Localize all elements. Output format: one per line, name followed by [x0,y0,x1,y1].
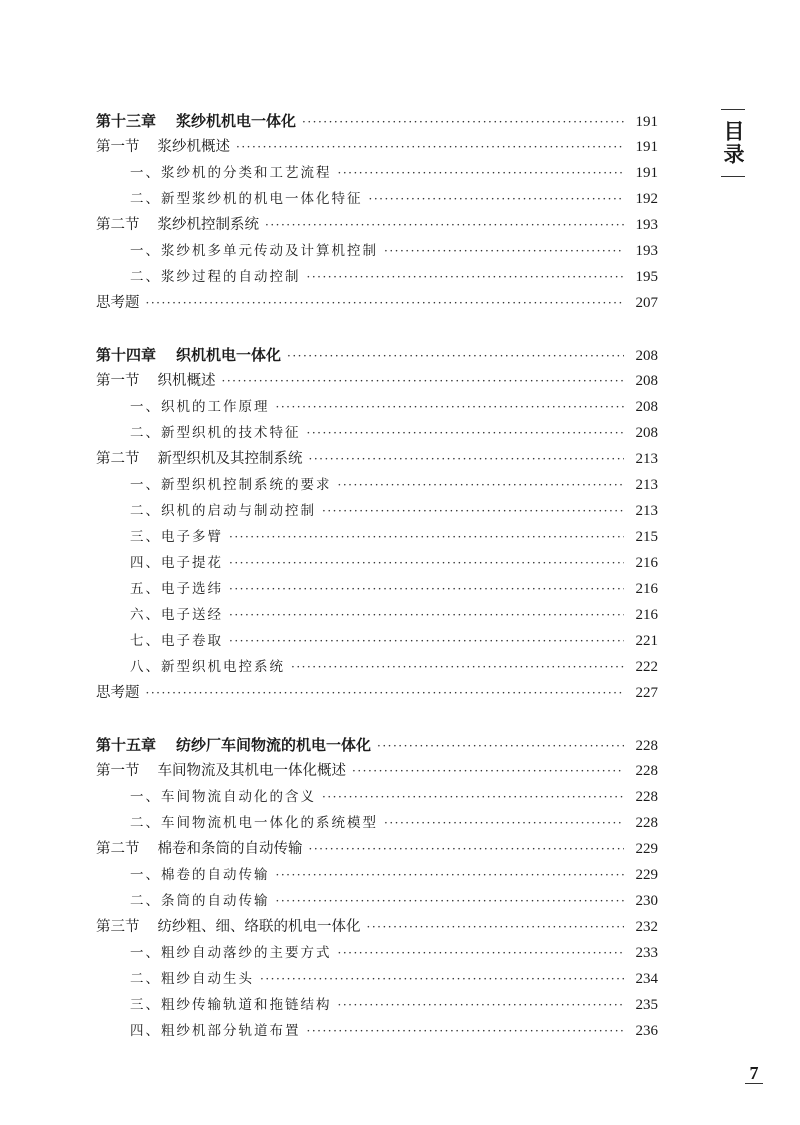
chapter-label: 第十五章 [96,736,157,754]
page-ref: 215 [635,529,658,545]
item-title: 二、浆纱过程的自动控制 [130,269,301,285]
page-ref: 191 [635,139,658,155]
item-title: 七、电子卷取 [130,633,223,649]
dot-leader [322,498,624,524]
toc-chapter[interactable] [96,342,658,368]
page-ref: 229 [635,841,658,857]
item-title: 四、粗纱机部分轨道布置 [130,1023,301,1039]
page-ref: 222 [635,659,658,675]
item-title: 三、粗纱传输轨道和拖链结构 [130,997,332,1013]
page-ref: 230 [635,893,658,909]
dot-leader [260,966,624,992]
toc-item[interactable] [96,238,658,264]
section-label: 第一节 [96,139,140,155]
dot-leader [307,264,625,290]
page-ref: 234 [635,971,658,987]
dot-leader [384,238,624,264]
page-ref: 195 [635,269,658,285]
toc-item[interactable] [96,498,658,524]
page-ref: 208 [635,373,658,389]
item-title: 二、新型浆纱机的机电一体化特征 [130,191,363,207]
dot-leader [291,654,624,680]
toc-item[interactable] [96,966,658,992]
toc-item[interactable] [96,602,658,628]
chapter-title: 纺纱厂车间物流的机电一体化 [176,736,372,754]
item-title: 四、电子提花 [130,555,223,571]
dot-leader [265,212,624,238]
page-ref: 232 [635,919,658,935]
item-title: 二、织机的启动与制动控制 [130,503,316,519]
page-ref: 208 [635,425,658,441]
toc-item[interactable] [96,264,658,290]
dot-leader [229,576,624,602]
dot-leader [276,394,625,420]
page-ref: 227 [635,685,658,701]
dot-leader [377,733,624,759]
page-ref: 208 [635,348,658,364]
chapter-title: 织机机电一体化 [176,346,282,364]
toc-item[interactable] [96,576,658,602]
page-ref: 191 [635,165,658,181]
section-title: 织机概述 [157,373,216,389]
dot-leader [276,862,625,888]
page-ref: 221 [635,633,658,649]
toc-item[interactable] [96,472,658,498]
page-ref: 207 [635,295,658,311]
page-ref: 213 [635,451,658,467]
toc-review[interactable] [96,680,658,706]
toc-chapter[interactable] [96,108,658,134]
dot-leader [307,1018,625,1044]
toc-item[interactable] [96,550,658,576]
spacer [96,316,658,342]
dot-leader [287,343,624,369]
toc-item[interactable] [96,420,658,446]
toc-section[interactable] [96,836,658,862]
toc-item[interactable] [96,992,658,1018]
dot-leader [229,550,624,576]
section-title: 棉卷和条筒的自动传输 [157,841,303,857]
page-ref: 208 [635,399,658,415]
dot-leader [236,134,624,160]
page-ref: 192 [635,191,658,207]
item-title: 六、电子送经 [130,607,223,623]
dot-leader [338,992,625,1018]
toc-item[interactable] [96,810,658,836]
toc-section[interactable] [96,914,658,940]
toc-section[interactable] [96,134,658,160]
toc-item[interactable] [96,160,658,186]
toc-item[interactable] [96,628,658,654]
section-label: 第二节 [96,217,140,233]
page-ref: 228 [635,763,658,779]
table-of-contents [96,108,658,1044]
page-ref: 233 [635,945,658,961]
item-title: 一、浆纱机多单元传动及计算机控制 [130,243,378,259]
toc-item[interactable] [96,862,658,888]
dot-leader [229,602,624,628]
item-title: 一、粗纱自动落纱的主要方式 [130,945,332,961]
item-title: 一、新型织机控制系统的要求 [130,477,332,493]
page-ref: 236 [635,1023,658,1039]
toc-chapter[interactable] [96,732,658,758]
dot-leader [229,524,624,550]
page-ref: 235 [635,997,658,1013]
section-label: 第二节 [96,841,140,857]
toc-item[interactable] [96,784,658,810]
dot-leader [229,628,624,654]
page-ref: 229 [635,867,658,883]
dot-leader [302,109,624,135]
item-title: 二、条筒的自动传输 [130,893,270,909]
page-ref: 228 [635,789,658,805]
page-ref: 216 [635,607,658,623]
page-ref: 193 [635,217,658,233]
page-ref: 213 [635,477,658,493]
page-ref: 228 [635,738,658,754]
item-title: 二、新型织机的技术特征 [130,425,301,441]
section-title: 纺纱粗、细、络联的机电一体化 [157,919,361,935]
dot-leader [309,446,625,472]
chapter-title: 浆纱机机电一体化 [176,112,297,130]
dot-leader [307,420,625,446]
page-number: 7 [745,1063,763,1084]
dot-leader [384,810,624,836]
toc-section[interactable] [96,758,658,784]
dot-leader [338,940,625,966]
dot-leader [352,758,624,784]
item-title: 二、车间物流机电一体化的系统模型 [130,815,378,831]
item-title: 一、织机的工作原理 [130,399,270,415]
toc-item[interactable] [96,654,658,680]
toc-item[interactable] [96,524,658,550]
item-title: 八、新型织机电控系统 [130,659,285,675]
page-ref: 193 [635,243,658,259]
dot-leader [309,836,625,862]
dot-leader [146,290,625,316]
section-label: 第一节 [96,763,140,779]
toc-section[interactable] [96,446,658,472]
page-ref: 216 [635,581,658,597]
chapter-label: 第十三章 [96,112,157,130]
dot-leader [146,680,625,706]
dot-leader [369,186,625,212]
section-label: 第三节 [96,919,140,935]
toc-section[interactable] [96,368,658,394]
toc-side-tab: 目录 [721,109,745,177]
toc-item[interactable] [96,940,658,966]
chapter-label: 第十四章 [96,346,157,364]
item-title: 三、电子多臂 [130,529,223,545]
toc-item[interactable] [96,186,658,212]
section-title: 车间物流及其机电一体化概述 [157,763,346,779]
item-title: 一、车间物流自动化的含义 [130,789,316,805]
toc-item[interactable] [96,1018,658,1044]
section-title: 浆纱机控制系统 [157,217,259,233]
page-ref: 213 [635,503,658,519]
page-ref: 228 [635,815,658,831]
review-title: 思考题 [96,685,140,701]
section-title: 浆纱机概述 [157,139,230,155]
item-title: 一、浆纱机的分类和工艺流程 [130,165,332,181]
page-ref: 216 [635,555,658,571]
page-ref: 191 [635,114,658,130]
dot-leader [338,160,625,186]
item-title: 二、粗纱自动生头 [130,971,254,987]
toc-review[interactable] [96,290,658,316]
dot-leader [276,888,625,914]
item-title: 一、棉卷的自动传输 [130,867,270,883]
toc-section[interactable] [96,212,658,238]
section-label: 第一节 [96,373,140,389]
review-title: 思考题 [96,295,140,311]
dot-leader [222,368,625,394]
toc-item[interactable] [96,888,658,914]
toc-item[interactable] [96,394,658,420]
dot-leader [338,472,625,498]
spacer [96,706,658,732]
dot-leader [367,914,625,940]
section-label: 第二节 [96,451,140,467]
item-title: 五、电子选纬 [130,581,223,597]
dot-leader [322,784,624,810]
section-title: 新型织机及其控制系统 [157,451,303,467]
